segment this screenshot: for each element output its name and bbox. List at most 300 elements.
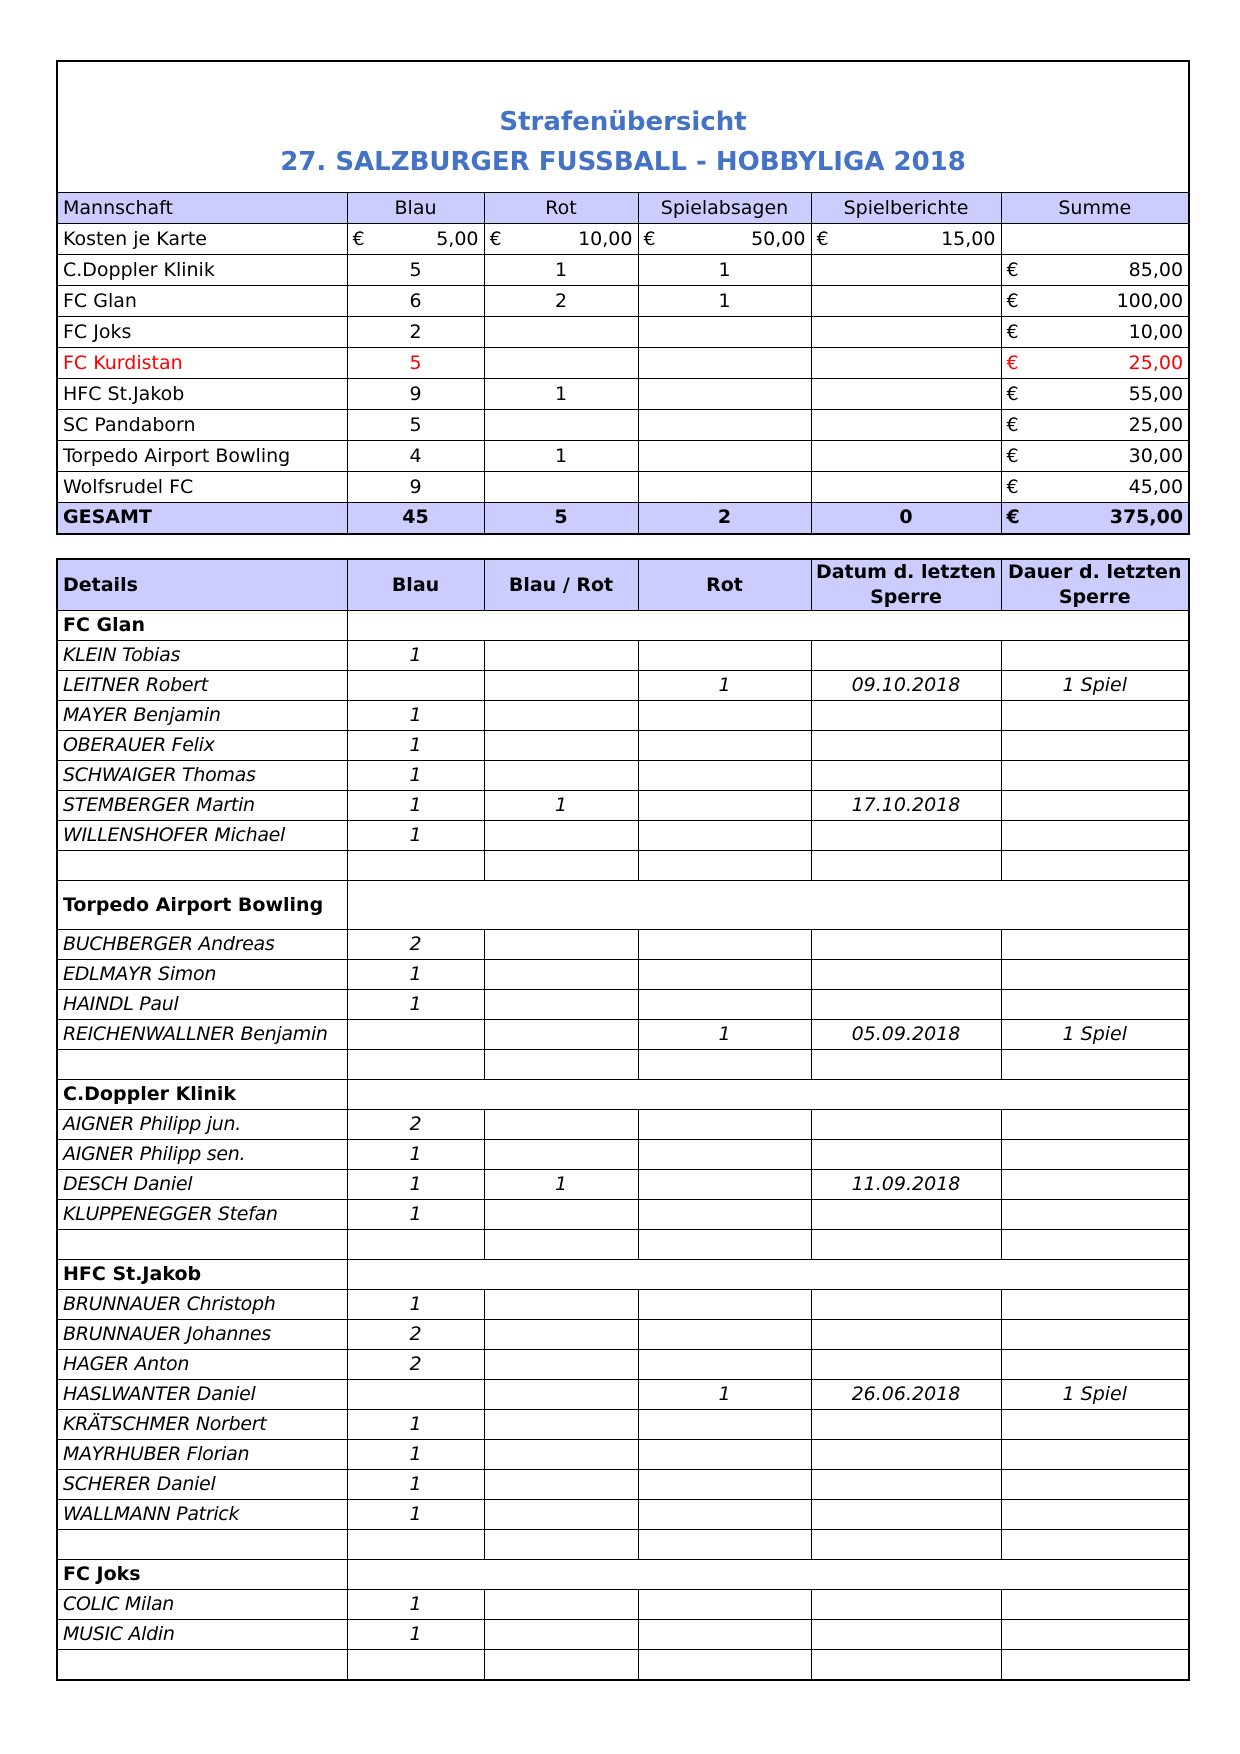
team-blau: 6	[347, 286, 484, 317]
team-blau: 9	[347, 472, 484, 503]
empty-cell	[1001, 1650, 1189, 1681]
player-dauer	[1001, 791, 1189, 821]
team-summe	[1001, 410, 1189, 441]
player-rot	[638, 1110, 811, 1140]
empty-cell	[638, 1050, 811, 1080]
team-section-filler	[347, 1080, 1189, 1110]
player-datum	[811, 1590, 1001, 1620]
spacer-row	[57, 1050, 1189, 1080]
total-rot: 5	[484, 503, 638, 534]
player-datum	[811, 1320, 1001, 1350]
player-row	[57, 1020, 1189, 1050]
player-row	[57, 1200, 1189, 1230]
details-header-row	[57, 559, 1189, 611]
summe-value: 85,00	[1128, 258, 1184, 281]
currency-sign: €	[1006, 506, 1020, 529]
team-row	[57, 286, 1189, 317]
empty-cell	[57, 1650, 347, 1681]
cost-label: Kosten je Karte	[57, 224, 347, 255]
player-blau: 1	[347, 1200, 484, 1230]
cost-blau	[347, 224, 484, 255]
team-section-filler	[347, 1560, 1189, 1590]
player-rot	[638, 1170, 811, 1200]
player-name: MAYRHUBER Florian	[57, 1440, 347, 1470]
title-cell	[57, 61, 1189, 193]
team-rot	[484, 472, 638, 503]
player-name: HAINDL Paul	[57, 990, 347, 1020]
summe-value: 25,00	[1128, 351, 1184, 374]
summary-table	[56, 60, 1190, 535]
team-section-filler	[347, 881, 1189, 930]
currency-sign: €	[352, 227, 365, 250]
player-datum	[811, 1110, 1001, 1140]
team-name: HFC St.Jakob	[57, 379, 347, 410]
empty-cell	[347, 1650, 484, 1681]
summe-value: 10,00	[1128, 320, 1184, 343]
team-summe	[1001, 286, 1189, 317]
player-dauer	[1001, 990, 1189, 1020]
team-section-name: FC Joks	[57, 1560, 347, 1590]
team-section-name: C.Doppler Klinik	[57, 1080, 347, 1110]
empty-cell	[57, 1050, 347, 1080]
player-dauer	[1001, 1290, 1189, 1320]
empty-cell	[1001, 1050, 1189, 1080]
empty-cell	[1001, 1530, 1189, 1560]
player-datum: 11.09.2018	[811, 1170, 1001, 1200]
player-datum: 05.09.2018	[811, 1020, 1001, 1050]
player-blau-rot	[484, 990, 638, 1020]
player-datum	[811, 990, 1001, 1020]
team-spielberichte	[811, 317, 1001, 348]
player-row	[57, 761, 1189, 791]
player-blau: 1	[347, 791, 484, 821]
player-blau-rot	[484, 1290, 638, 1320]
player-dauer	[1001, 930, 1189, 960]
summe-value: 45,00	[1128, 475, 1184, 498]
player-dauer: 1 Spiel	[1001, 1380, 1189, 1410]
player-row	[57, 1440, 1189, 1470]
empty-cell	[57, 1230, 347, 1260]
cost-spielberichte	[811, 224, 1001, 255]
player-dauer	[1001, 1350, 1189, 1380]
column-header-dauer: Dauer d. letzten Sperre	[1001, 559, 1189, 611]
player-dauer	[1001, 1440, 1189, 1470]
player-rot	[638, 990, 811, 1020]
team-blau: 2	[347, 317, 484, 348]
team-spielabsagen	[638, 317, 811, 348]
empty-cell	[811, 1230, 1001, 1260]
player-rot	[638, 1500, 811, 1530]
empty-cell	[484, 1530, 638, 1560]
player-datum	[811, 1620, 1001, 1650]
player-blau-rot	[484, 1500, 638, 1530]
empty-cell	[638, 851, 811, 881]
team-name: FC Joks	[57, 317, 347, 348]
total-blau: 45	[347, 503, 484, 534]
player-row	[57, 641, 1189, 671]
player-dauer	[1001, 761, 1189, 791]
spacer-row	[57, 1230, 1189, 1260]
player-datum	[811, 930, 1001, 960]
empty-cell	[484, 851, 638, 881]
total-row	[57, 503, 1189, 534]
empty-cell	[484, 1230, 638, 1260]
summe-value: 30,00	[1128, 444, 1184, 467]
player-blau: 1	[347, 1440, 484, 1470]
player-dauer	[1001, 1170, 1189, 1200]
team-spielberichte	[811, 410, 1001, 441]
player-dauer	[1001, 1140, 1189, 1170]
player-row	[57, 701, 1189, 731]
team-name: FC Glan	[57, 286, 347, 317]
team-row	[57, 410, 1189, 441]
player-dauer	[1001, 1590, 1189, 1620]
player-blau: 1	[347, 990, 484, 1020]
empty-cell	[811, 1530, 1001, 1560]
player-rot	[638, 821, 811, 851]
team-blau: 9	[347, 379, 484, 410]
player-dauer	[1001, 731, 1189, 761]
team-spielabsagen	[638, 348, 811, 379]
player-rot	[638, 701, 811, 731]
player-datum	[811, 1410, 1001, 1440]
empty-cell	[347, 1050, 484, 1080]
player-row	[57, 1110, 1189, 1140]
team-row	[57, 379, 1189, 410]
team-section-filler	[347, 1260, 1189, 1290]
player-blau: 2	[347, 1350, 484, 1380]
player-row	[57, 731, 1189, 761]
player-blau: 1	[347, 1620, 484, 1650]
player-blau: 1	[347, 761, 484, 791]
player-dauer	[1001, 1470, 1189, 1500]
details-table	[56, 558, 1190, 1681]
team-blau: 5	[347, 348, 484, 379]
column-header-blau-rot: Blau / Rot	[484, 559, 638, 611]
team-rot: 2	[484, 286, 638, 317]
player-blau: 2	[347, 930, 484, 960]
player-blau: 1	[347, 701, 484, 731]
team-spielberichte	[811, 472, 1001, 503]
player-dauer	[1001, 1110, 1189, 1140]
team-spielabsagen	[638, 441, 811, 472]
team-summe	[1001, 441, 1189, 472]
player-blau: 1	[347, 1410, 484, 1440]
player-blau-rot	[484, 1350, 638, 1380]
player-name: SCHERER Daniel	[57, 1470, 347, 1500]
total-summe	[1001, 503, 1189, 534]
team-rot	[484, 317, 638, 348]
player-datum	[811, 1500, 1001, 1530]
player-name: OBERAUER Felix	[57, 731, 347, 761]
player-name: EDLMAYR Simon	[57, 960, 347, 990]
player-blau	[347, 671, 484, 701]
currency-sign: €	[816, 227, 829, 250]
player-rot	[638, 960, 811, 990]
team-summe	[1001, 472, 1189, 503]
player-blau: 1	[347, 960, 484, 990]
player-blau: 1	[347, 1590, 484, 1620]
currency-sign: €	[1006, 289, 1019, 312]
player-rot: 1	[638, 1380, 811, 1410]
player-dauer	[1001, 1410, 1189, 1440]
player-name: COLIC Milan	[57, 1590, 347, 1620]
player-blau-rot	[484, 1110, 638, 1140]
player-dauer	[1001, 1500, 1189, 1530]
player-name: REICHENWALLNER Benjamin	[57, 1020, 347, 1050]
player-rot	[638, 1290, 811, 1320]
player-blau	[347, 1380, 484, 1410]
player-name: WALLMANN Patrick	[57, 1500, 347, 1530]
player-rot	[638, 731, 811, 761]
empty-cell	[811, 1050, 1001, 1080]
spacer-row	[57, 851, 1189, 881]
team-section-name: FC Glan	[57, 611, 347, 641]
player-blau	[347, 1020, 484, 1050]
empty-cell	[811, 851, 1001, 881]
player-rot	[638, 1620, 811, 1650]
player-datum	[811, 960, 1001, 990]
player-blau-rot	[484, 1440, 638, 1470]
player-rot: 1	[638, 1020, 811, 1050]
team-spielabsagen	[638, 379, 811, 410]
player-row	[57, 1140, 1189, 1170]
empty-cell	[1001, 1230, 1189, 1260]
player-row	[57, 1290, 1189, 1320]
player-dauer	[1001, 701, 1189, 731]
player-blau-rot	[484, 960, 638, 990]
player-blau-rot	[484, 1620, 638, 1650]
column-header-blau: Blau	[347, 193, 484, 224]
player-dauer	[1001, 1620, 1189, 1650]
team-name: FC Kurdistan	[57, 348, 347, 379]
player-row	[57, 1410, 1189, 1440]
player-dauer	[1001, 821, 1189, 851]
empty-cell	[638, 1530, 811, 1560]
team-summe	[1001, 255, 1189, 286]
player-rot	[638, 1590, 811, 1620]
team-spielberichte	[811, 379, 1001, 410]
player-dauer	[1001, 1320, 1189, 1350]
team-name: SC Pandaborn	[57, 410, 347, 441]
player-name: MUSIC Aldin	[57, 1620, 347, 1650]
player-datum	[811, 731, 1001, 761]
player-blau-rot	[484, 821, 638, 851]
player-blau: 1	[347, 731, 484, 761]
player-blau-rot	[484, 1020, 638, 1050]
player-blau: 2	[347, 1110, 484, 1140]
player-datum: 09.10.2018	[811, 671, 1001, 701]
player-row	[57, 1590, 1189, 1620]
empty-cell	[347, 851, 484, 881]
player-name: AIGNER Philipp jun.	[57, 1110, 347, 1140]
player-name: LEITNER Robert	[57, 671, 347, 701]
player-rot	[638, 1200, 811, 1230]
player-name: WILLENSHOFER Michael	[57, 821, 347, 851]
player-row	[57, 791, 1189, 821]
spacer-row	[57, 1530, 1189, 1560]
player-dauer	[1001, 641, 1189, 671]
player-blau-rot	[484, 731, 638, 761]
player-datum	[811, 1200, 1001, 1230]
team-rot: 1	[484, 255, 638, 286]
team-rot: 1	[484, 441, 638, 472]
summe-value: 100,00	[1116, 289, 1184, 312]
title-row	[57, 61, 1189, 193]
team-blau: 4	[347, 441, 484, 472]
player-name: MAYER Benjamin	[57, 701, 347, 731]
column-header-summe: Summe	[1001, 193, 1189, 224]
player-name: HAGER Anton	[57, 1350, 347, 1380]
cost-summe	[1001, 224, 1189, 255]
player-rot	[638, 791, 811, 821]
team-summe	[1001, 317, 1189, 348]
player-blau-rot	[484, 641, 638, 671]
team-section-header	[57, 611, 1189, 641]
team-name: Wolfsrudel FC	[57, 472, 347, 503]
player-blau-rot	[484, 671, 638, 701]
player-dauer: 1 Spiel	[1001, 1020, 1189, 1050]
column-header-mannschaft: Mannschaft	[57, 193, 347, 224]
player-dauer: 1 Spiel	[1001, 671, 1189, 701]
player-row	[57, 960, 1189, 990]
currency-sign: €	[1006, 258, 1019, 281]
total-spielberichte: 0	[811, 503, 1001, 534]
empty-cell	[811, 1650, 1001, 1681]
player-blau-rot	[484, 1410, 638, 1440]
player-name: BUCHBERGER Andreas	[57, 930, 347, 960]
total-spielabsagen: 2	[638, 503, 811, 534]
team-summe	[1001, 348, 1189, 379]
summe-value: 25,00	[1128, 413, 1184, 436]
team-rot	[484, 348, 638, 379]
team-summe	[1001, 379, 1189, 410]
currency-sign: €	[1006, 444, 1019, 467]
team-spielabsagen: 1	[638, 255, 811, 286]
player-row	[57, 1350, 1189, 1380]
empty-cell	[347, 1530, 484, 1560]
total-summe-value: 375,00	[1109, 506, 1184, 529]
player-blau-rot	[484, 1200, 638, 1230]
team-blau: 5	[347, 255, 484, 286]
team-section-filler	[347, 611, 1189, 641]
player-rot	[638, 1320, 811, 1350]
total-label: GESAMT	[57, 503, 347, 534]
team-spielabsagen: 1	[638, 286, 811, 317]
team-spielabsagen	[638, 472, 811, 503]
player-name: KLEIN Tobias	[57, 641, 347, 671]
empty-cell	[347, 1230, 484, 1260]
player-name: DESCH Daniel	[57, 1170, 347, 1200]
player-row	[57, 990, 1189, 1020]
cost-rot	[484, 224, 638, 255]
player-row	[57, 671, 1189, 701]
team-spielberichte	[811, 441, 1001, 472]
team-spielberichte	[811, 348, 1001, 379]
player-rot	[638, 641, 811, 671]
team-row	[57, 441, 1189, 472]
cost-value: 50,00	[751, 227, 806, 250]
currency-sign: €	[489, 227, 502, 250]
player-blau-rot	[484, 701, 638, 731]
team-section-header	[57, 881, 1189, 930]
player-blau: 1	[347, 641, 484, 671]
player-name: SCHWAIGER Thomas	[57, 761, 347, 791]
player-datum	[811, 1350, 1001, 1380]
page-subtitle: 27. SALZBURGER FUSSBALL - HOBBYLIGA 2018	[280, 147, 966, 177]
empty-cell	[57, 851, 347, 881]
player-datum	[811, 1440, 1001, 1470]
page-title: Strafenübersicht	[499, 107, 747, 137]
player-datum	[811, 1470, 1001, 1500]
summary-header-row	[57, 193, 1189, 224]
team-section-header	[57, 1560, 1189, 1590]
currency-sign: €	[1006, 320, 1019, 343]
player-datum	[811, 761, 1001, 791]
player-name: BRUNNAUER Johannes	[57, 1320, 347, 1350]
player-name: HASLWANTER Daniel	[57, 1380, 347, 1410]
cost-value: 15,00	[941, 227, 996, 250]
column-header-datum: Datum d. letzten Sperre	[811, 559, 1001, 611]
column-header-rot: Rot	[484, 193, 638, 224]
team-section-name: Torpedo Airport Bowling	[57, 881, 347, 930]
player-blau: 1	[347, 1170, 484, 1200]
spacer-row	[57, 1650, 1189, 1681]
player-dauer	[1001, 1200, 1189, 1230]
player-rot	[638, 761, 811, 791]
team-name: Torpedo Airport Bowling	[57, 441, 347, 472]
player-blau-rot	[484, 1320, 638, 1350]
empty-cell	[57, 1530, 347, 1560]
team-spielabsagen	[638, 410, 811, 441]
column-header-spielberichte: Spielberichte	[811, 193, 1001, 224]
player-blau: 1	[347, 1500, 484, 1530]
player-blau: 1	[347, 1470, 484, 1500]
team-row	[57, 255, 1189, 286]
currency-sign: €	[1006, 413, 1019, 436]
player-blau-rot	[484, 1380, 638, 1410]
player-blau-rot	[484, 1140, 638, 1170]
player-datum	[811, 701, 1001, 731]
player-datum	[811, 641, 1001, 671]
column-header-blau: Blau	[347, 559, 484, 611]
player-blau-rot: 1	[484, 791, 638, 821]
player-datum	[811, 1290, 1001, 1320]
player-row	[57, 1320, 1189, 1350]
empty-cell	[638, 1230, 811, 1260]
team-spielberichte	[811, 286, 1001, 317]
player-blau: 1	[347, 821, 484, 851]
player-rot: 1	[638, 671, 811, 701]
team-row	[57, 472, 1189, 503]
player-row	[57, 1170, 1189, 1200]
player-blau-rot	[484, 930, 638, 960]
player-datum: 17.10.2018	[811, 791, 1001, 821]
player-rot	[638, 1140, 811, 1170]
column-header-spielabsagen: Spielabsagen	[638, 193, 811, 224]
player-blau: 1	[347, 1140, 484, 1170]
team-row	[57, 317, 1189, 348]
empty-cell	[484, 1650, 638, 1681]
player-blau-rot	[484, 761, 638, 791]
empty-cell	[484, 1050, 638, 1080]
player-rot	[638, 1410, 811, 1440]
player-row	[57, 1620, 1189, 1650]
player-datum	[811, 1140, 1001, 1170]
team-spielberichte	[811, 255, 1001, 286]
cost-value: 10,00	[578, 227, 633, 250]
empty-cell	[638, 1650, 811, 1681]
